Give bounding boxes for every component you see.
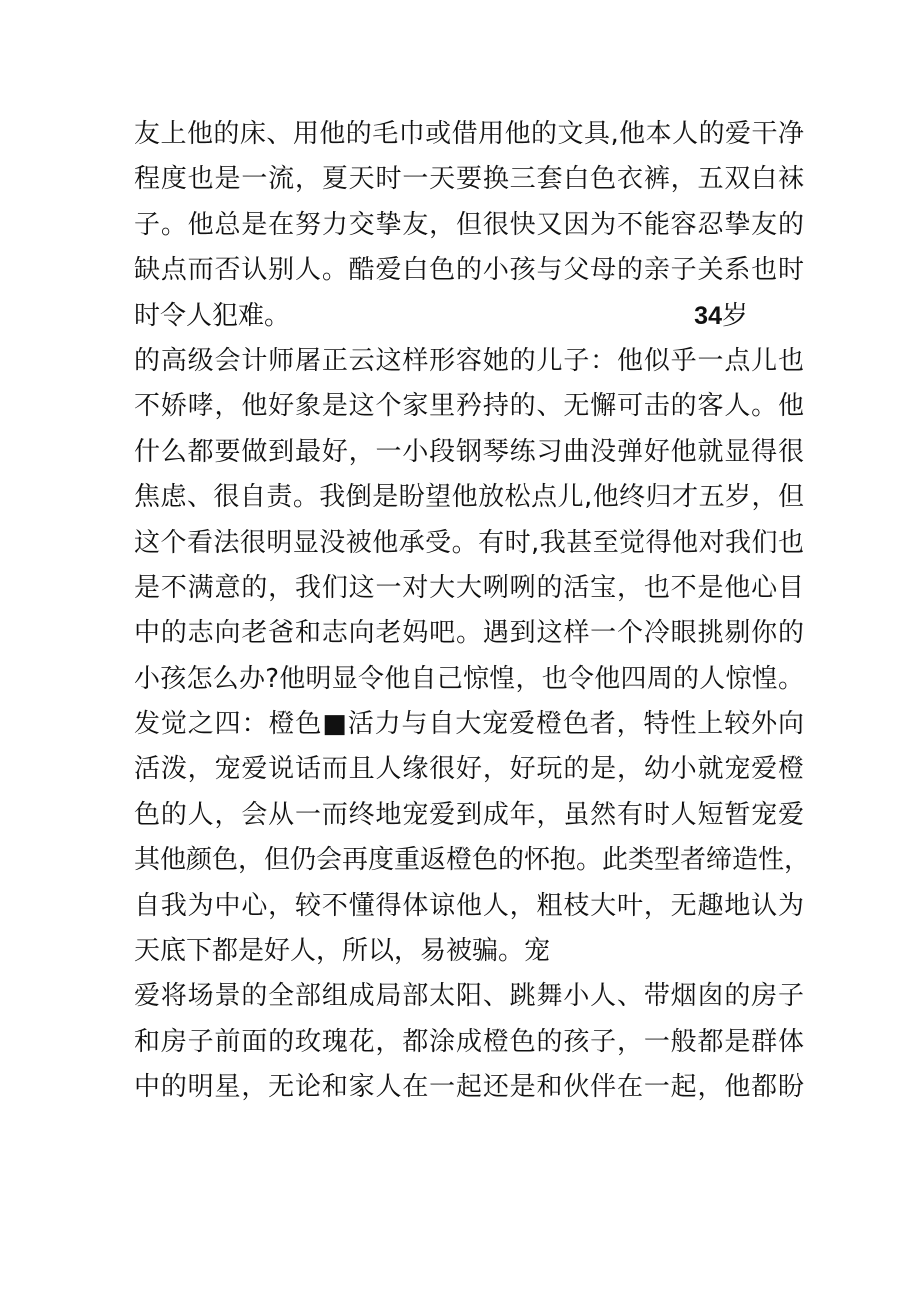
text-line-13: 小孩怎么办?他明显令他自己惊惶，也令他四周的人惊惶。 xyxy=(134,663,804,694)
text-line-3: 子。他总是在努力交挚友，但很快又因为不能容忍挚友的 xyxy=(134,209,804,240)
text-line-18: 自我为中心，较不懂得体谅他人，粗枝大叶，无趣地认为 xyxy=(134,890,804,921)
text-line-2: 程度也是一流，夏天时一天要换三套白色衣裤，五双白袜 xyxy=(134,164,804,195)
text-line-9: 焦虑、很自责。我倒是盼望他放松点儿,他终归才五岁，但 xyxy=(134,482,804,513)
text-line-6: 的高级会计师屠正云这样形容她的儿子：他似乎一点儿也 xyxy=(134,345,804,376)
text-line-17: 其他颜色，但仍会再度重返橙色的怀抱。此类型者缔造性， xyxy=(134,845,811,876)
text-line-22: 中的明星，无论和家人在一起还是和伙伴在一起，他都盼 xyxy=(134,1072,804,1103)
body-text xyxy=(134,112,811,1111)
text-line-14: 发觉之四：橙色■活力与自大宠爱橙色者，特性上较外向 xyxy=(134,709,804,740)
text-line-16: 色的人，会从一而终地宠爱到成年，虽然有时人短暂宠爱 xyxy=(134,799,804,830)
text-line-7: 不娇哮，他好象是这个家里矜持的、无懈可击的客人。他 xyxy=(134,391,804,422)
text-line-4: 缺点而否认别人。酷爱白色的小孩与父母的亲子关系也时 xyxy=(134,255,804,286)
text-line-8: 什么都要做到最好，一小段钢琴练习曲没弹好他就显得很 xyxy=(134,436,804,467)
text-line-15: 活泼，宠爱说话而且人缘很好，好玩的是，幼小就宠爱橙 xyxy=(134,754,804,785)
text-line-11: 是不满意的，我们这一对大大咧咧的活宝，也不是他心目 xyxy=(134,572,804,603)
text-line-12: 中的志向老爸和志向老妈吧。遇到这样一个冷眼挑剔你的 xyxy=(134,618,804,649)
text-line-1: 友上他的床、用他的毛巾或借用他的文具,他本人的爱干净 xyxy=(134,119,804,149)
age-number: 34 xyxy=(694,301,722,330)
text-line-20: 爱将场景的全部组成局部太阳、跳舞小人、带烟囱的房子 xyxy=(134,981,804,1012)
text-line-10: 这个看法很明显没被他承受。有时,我甚至觉得他对我们也 xyxy=(134,527,804,558)
age-unit: 岁 xyxy=(721,300,748,331)
text-line-5 xyxy=(134,294,804,339)
text-line-19: 天底下都是好人，所以，易被骗。宠 xyxy=(134,936,551,967)
text-line-21: 和房子前面的玫瑰花，都涂成橙色的孩子，一般都是群体 xyxy=(134,1026,804,1057)
age-label xyxy=(694,294,804,339)
paragraph-end-text: 时令人犯难。 xyxy=(134,300,291,331)
